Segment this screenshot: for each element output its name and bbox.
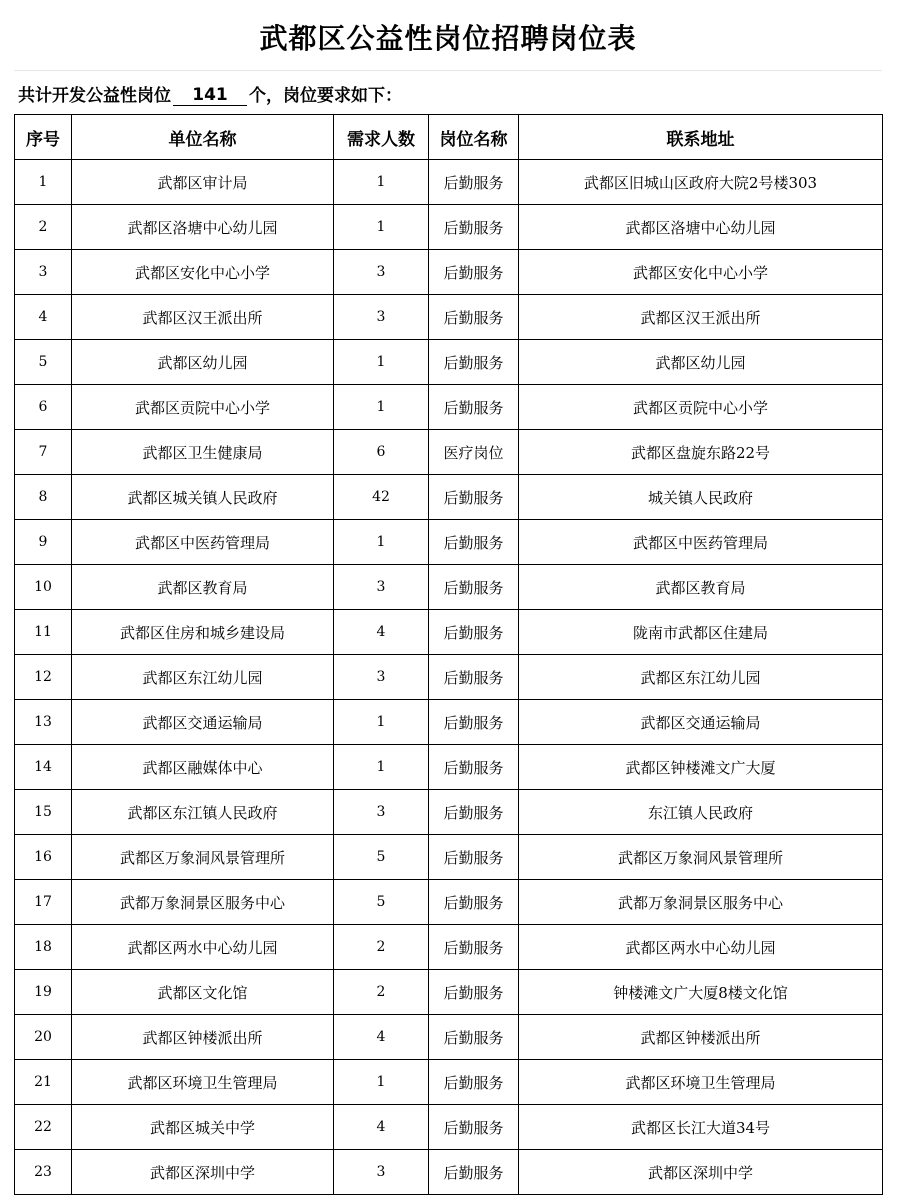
cell-position-name: 后勤服务 (429, 1015, 519, 1060)
table-row (15, 475, 883, 520)
cell-address: 武都区深圳中学 (519, 1150, 883, 1195)
cell-address: 武都区幼儿园 (519, 340, 883, 385)
cell-index: 6 (15, 385, 72, 430)
cell-unit-name: 武都区文化馆 (72, 970, 334, 1015)
cell-index: 17 (15, 880, 72, 925)
cell-unit-name: 武都区东江镇人民政府 (72, 790, 334, 835)
cell-unit-name: 武都区幼儿园 (72, 340, 334, 385)
cell-address: 武都区长江大道34号 (519, 1105, 883, 1150)
cell-index: 3 (15, 250, 72, 295)
cell-unit-name: 武都区洛塘中心幼儿园 (72, 205, 334, 250)
header-position-name: 岗位名称 (429, 115, 519, 160)
cell-index: 10 (15, 565, 72, 610)
cell-headcount: 1 (334, 1060, 429, 1105)
cell-address: 武都区教育局 (519, 565, 883, 610)
cell-index: 4 (15, 295, 72, 340)
table-row (15, 565, 883, 610)
cell-address: 武都区东江幼儿园 (519, 655, 883, 700)
cell-index: 21 (15, 1060, 72, 1105)
cell-index: 20 (15, 1015, 72, 1060)
table-row (15, 1060, 883, 1105)
cell-position-name: 后勤服务 (429, 700, 519, 745)
cell-address: 武都万象洞景区服务中心 (519, 880, 883, 925)
table-row (15, 655, 883, 700)
cell-position-name: 后勤服务 (429, 790, 519, 835)
summary-suffix: 个，岗位要求如下： (249, 86, 402, 106)
cell-position-name: 后勤服务 (429, 565, 519, 610)
cell-address: 武都区钟楼滩文广大厦 (519, 745, 883, 790)
cell-index: 1 (15, 160, 72, 205)
table-row (15, 1105, 883, 1150)
cell-position-name: 后勤服务 (429, 475, 519, 520)
cell-index: 22 (15, 1105, 72, 1150)
table-header-row (15, 115, 883, 160)
cell-position-name: 后勤服务 (429, 160, 519, 205)
page-title: 武都区公益性岗位招聘岗位表 (14, 4, 882, 71)
cell-headcount: 4 (334, 1105, 429, 1150)
cell-position-name: 后勤服务 (429, 745, 519, 790)
table-row (15, 700, 883, 745)
cell-unit-name: 武都区审计局 (72, 160, 334, 205)
cell-position-name: 后勤服务 (429, 205, 519, 250)
cell-headcount: 1 (334, 205, 429, 250)
cell-index: 14 (15, 745, 72, 790)
cell-index: 2 (15, 205, 72, 250)
cell-headcount: 2 (334, 970, 429, 1015)
cell-index: 8 (15, 475, 72, 520)
table-row (15, 1015, 883, 1060)
cell-address: 武都区钟楼派出所 (519, 1015, 883, 1060)
cell-position-name: 后勤服务 (429, 1105, 519, 1150)
cell-position-name: 后勤服务 (429, 655, 519, 700)
table-row (15, 835, 883, 880)
cell-position-name: 后勤服务 (429, 1060, 519, 1105)
cell-unit-name: 武都区两水中心幼儿园 (72, 925, 334, 970)
header-index: 序号 (15, 115, 72, 160)
cell-position-name: 医疗岗位 (429, 430, 519, 475)
cell-unit-name: 武都区教育局 (72, 565, 334, 610)
cell-unit-name: 武都区城关镇人民政府 (72, 475, 334, 520)
cell-address: 钟楼滩文广大厦8楼文化馆 (519, 970, 883, 1015)
cell-unit-name: 武都区城关中学 (72, 1105, 334, 1150)
cell-position-name: 后勤服务 (429, 520, 519, 565)
cell-headcount: 4 (334, 1015, 429, 1060)
cell-position-name: 后勤服务 (429, 295, 519, 340)
cell-position-name: 后勤服务 (429, 925, 519, 970)
cell-headcount: 3 (334, 295, 429, 340)
cell-address: 武都区中医药管理局 (519, 520, 883, 565)
table-row (15, 295, 883, 340)
cell-address: 武都区万象洞风景管理所 (519, 835, 883, 880)
cell-headcount: 4 (334, 610, 429, 655)
cell-unit-name: 武都万象洞景区服务中心 (72, 880, 334, 925)
cell-position-name: 后勤服务 (429, 880, 519, 925)
table-row (15, 610, 883, 655)
cell-unit-name: 武都区中医药管理局 (72, 520, 334, 565)
cell-headcount: 1 (334, 745, 429, 790)
cell-headcount: 1 (334, 160, 429, 205)
positions-table (14, 114, 883, 1195)
cell-position-name: 后勤服务 (429, 385, 519, 430)
cell-headcount: 3 (334, 1150, 429, 1195)
cell-position-name: 后勤服务 (429, 970, 519, 1015)
cell-index: 9 (15, 520, 72, 565)
cell-index: 7 (15, 430, 72, 475)
summary-prefix: 共计开发公益性岗位 (18, 86, 171, 106)
cell-headcount: 1 (334, 700, 429, 745)
cell-address: 武都区盘旋东路22号 (519, 430, 883, 475)
cell-index: 19 (15, 970, 72, 1015)
cell-address: 武都区旧城山区政府大院2号楼303 (519, 160, 883, 205)
cell-index: 16 (15, 835, 72, 880)
cell-address: 陇南市武都区住建局 (519, 610, 883, 655)
cell-unit-name: 武都区卫生健康局 (72, 430, 334, 475)
table-row (15, 520, 883, 565)
cell-headcount: 3 (334, 655, 429, 700)
cell-index: 18 (15, 925, 72, 970)
cell-unit-name: 武都区贡院中心小学 (72, 385, 334, 430)
cell-unit-name: 武都区融媒体中心 (72, 745, 334, 790)
cell-headcount: 1 (334, 340, 429, 385)
cell-headcount: 3 (334, 565, 429, 610)
cell-index: 13 (15, 700, 72, 745)
cell-unit-name: 武都区钟楼派出所 (72, 1015, 334, 1060)
cell-unit-name: 武都区深圳中学 (72, 1150, 334, 1195)
table-row (15, 340, 883, 385)
table-row (15, 880, 883, 925)
cell-headcount: 6 (334, 430, 429, 475)
cell-headcount: 2 (334, 925, 429, 970)
cell-unit-name: 武都区万象洞风景管理所 (72, 835, 334, 880)
cell-address: 武都区环境卫生管理局 (519, 1060, 883, 1105)
cell-address: 城关镇人民政府 (519, 475, 883, 520)
cell-unit-name: 武都区东江幼儿园 (72, 655, 334, 700)
table-row (15, 1150, 883, 1195)
cell-headcount: 5 (334, 880, 429, 925)
summary-count: 141 (173, 85, 247, 106)
header-address: 联系地址 (519, 115, 883, 160)
cell-unit-name: 武都区住房和城乡建设局 (72, 610, 334, 655)
table-row (15, 205, 883, 250)
cell-position-name: 后勤服务 (429, 250, 519, 295)
cell-address: 武都区洛塘中心幼儿园 (519, 205, 883, 250)
header-unit-name: 单位名称 (72, 115, 334, 160)
table-row (15, 160, 883, 205)
cell-address: 武都区贡院中心小学 (519, 385, 883, 430)
cell-address: 东江镇人民政府 (519, 790, 883, 835)
cell-headcount: 3 (334, 250, 429, 295)
cell-index: 12 (15, 655, 72, 700)
cell-headcount: 3 (334, 790, 429, 835)
cell-index: 23 (15, 1150, 72, 1195)
cell-position-name: 后勤服务 (429, 340, 519, 385)
cell-headcount: 42 (334, 475, 429, 520)
table-row (15, 430, 883, 475)
cell-headcount: 1 (334, 385, 429, 430)
cell-index: 11 (15, 610, 72, 655)
cell-position-name: 后勤服务 (429, 1150, 519, 1195)
cell-unit-name: 武都区安化中心小学 (72, 250, 334, 295)
table-body (15, 160, 883, 1195)
summary-line (18, 82, 402, 106)
table-row (15, 385, 883, 430)
table-row (15, 970, 883, 1015)
cell-position-name: 后勤服务 (429, 610, 519, 655)
cell-index: 15 (15, 790, 72, 835)
cell-position-name: 后勤服务 (429, 835, 519, 880)
cell-unit-name: 武都区交通运输局 (72, 700, 334, 745)
table-row (15, 250, 883, 295)
cell-headcount: 1 (334, 520, 429, 565)
cell-address: 武都区交通运输局 (519, 700, 883, 745)
table-row (15, 790, 883, 835)
cell-address: 武都区安化中心小学 (519, 250, 883, 295)
table-row (15, 925, 883, 970)
header-headcount: 需求人数 (334, 115, 429, 160)
cell-unit-name: 武都区汉王派出所 (72, 295, 334, 340)
cell-index: 5 (15, 340, 72, 385)
cell-unit-name: 武都区环境卫生管理局 (72, 1060, 334, 1105)
cell-address: 武都区汉王派出所 (519, 295, 883, 340)
cell-headcount: 5 (334, 835, 429, 880)
table-row (15, 745, 883, 790)
cell-address: 武都区两水中心幼儿园 (519, 925, 883, 970)
